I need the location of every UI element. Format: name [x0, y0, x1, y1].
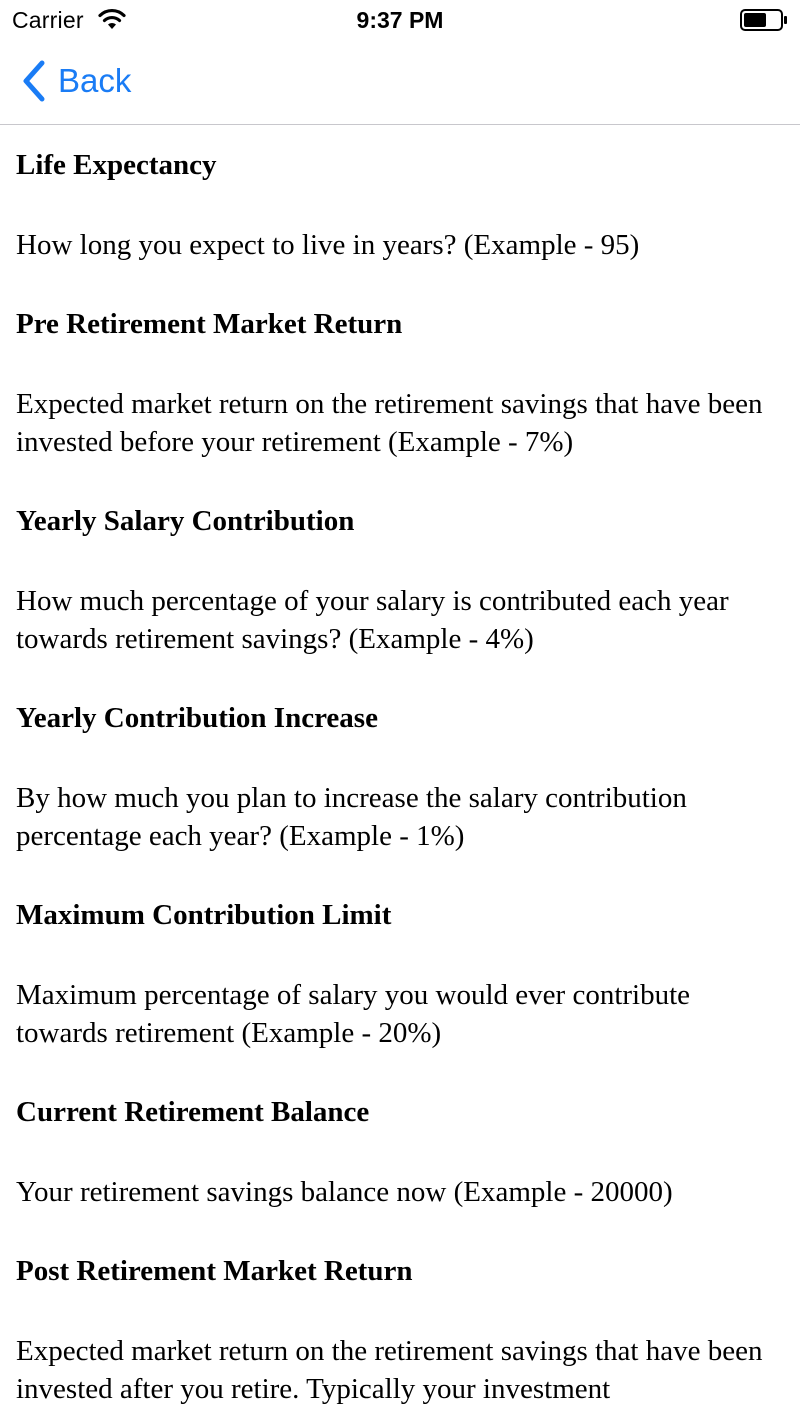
- back-button[interactable]: [20, 58, 131, 104]
- help-section: [16, 1252, 786, 1408]
- section-title: Life Expectancy: [16, 149, 217, 181]
- help-section: [16, 1093, 786, 1211]
- chevron-left-icon: [20, 59, 48, 103]
- section-title: Pre Retirement Market Return: [16, 308, 403, 340]
- help-section: [16, 305, 786, 461]
- section-title: Yearly Contribution Increase: [16, 702, 378, 734]
- section-description: By how much you plan to increase the salary contribution percentage each year? (Example - 1%): [16, 782, 687, 852]
- section-title: Yearly Salary Contribution: [16, 505, 355, 537]
- help-content: [16, 125, 786, 1408]
- section-title: Current Retirement Balance: [16, 1096, 370, 1128]
- status-bar: [0, 0, 800, 40]
- section-description: Maximum percentage of salary you would ever contribute towards retirement (Example - 20%): [16, 979, 691, 1049]
- section-description: How much percentage of your salary is contributed each year towards retirement savings? (Example - 4%): [16, 585, 729, 655]
- section-description: Expected market return on the retirement savings that have been invested before your retirement (Example - 7%): [16, 388, 763, 458]
- section-title: Post Retirement Market Return: [16, 1255, 413, 1287]
- help-section: [16, 699, 786, 855]
- battery-icon: [740, 9, 788, 31]
- back-label: Back: [58, 62, 132, 99]
- section-description: Expected market return on the retirement savings that have been invested after you retire. Typically your investment: [16, 1335, 763, 1405]
- help-section: [16, 502, 786, 658]
- carrier-label: Carrier: [12, 7, 84, 33]
- help-section: [16, 146, 786, 264]
- section-description: Your retirement savings balance now (Example - 20000): [16, 1176, 673, 1208]
- navigation-bar: [0, 40, 800, 125]
- section-description: How long you expect to live in years? (Example - 95): [16, 229, 640, 261]
- status-time: 9:37 PM: [356, 7, 444, 33]
- help-section: [16, 896, 786, 1052]
- section-title: Maximum Contribution Limit: [16, 899, 392, 931]
